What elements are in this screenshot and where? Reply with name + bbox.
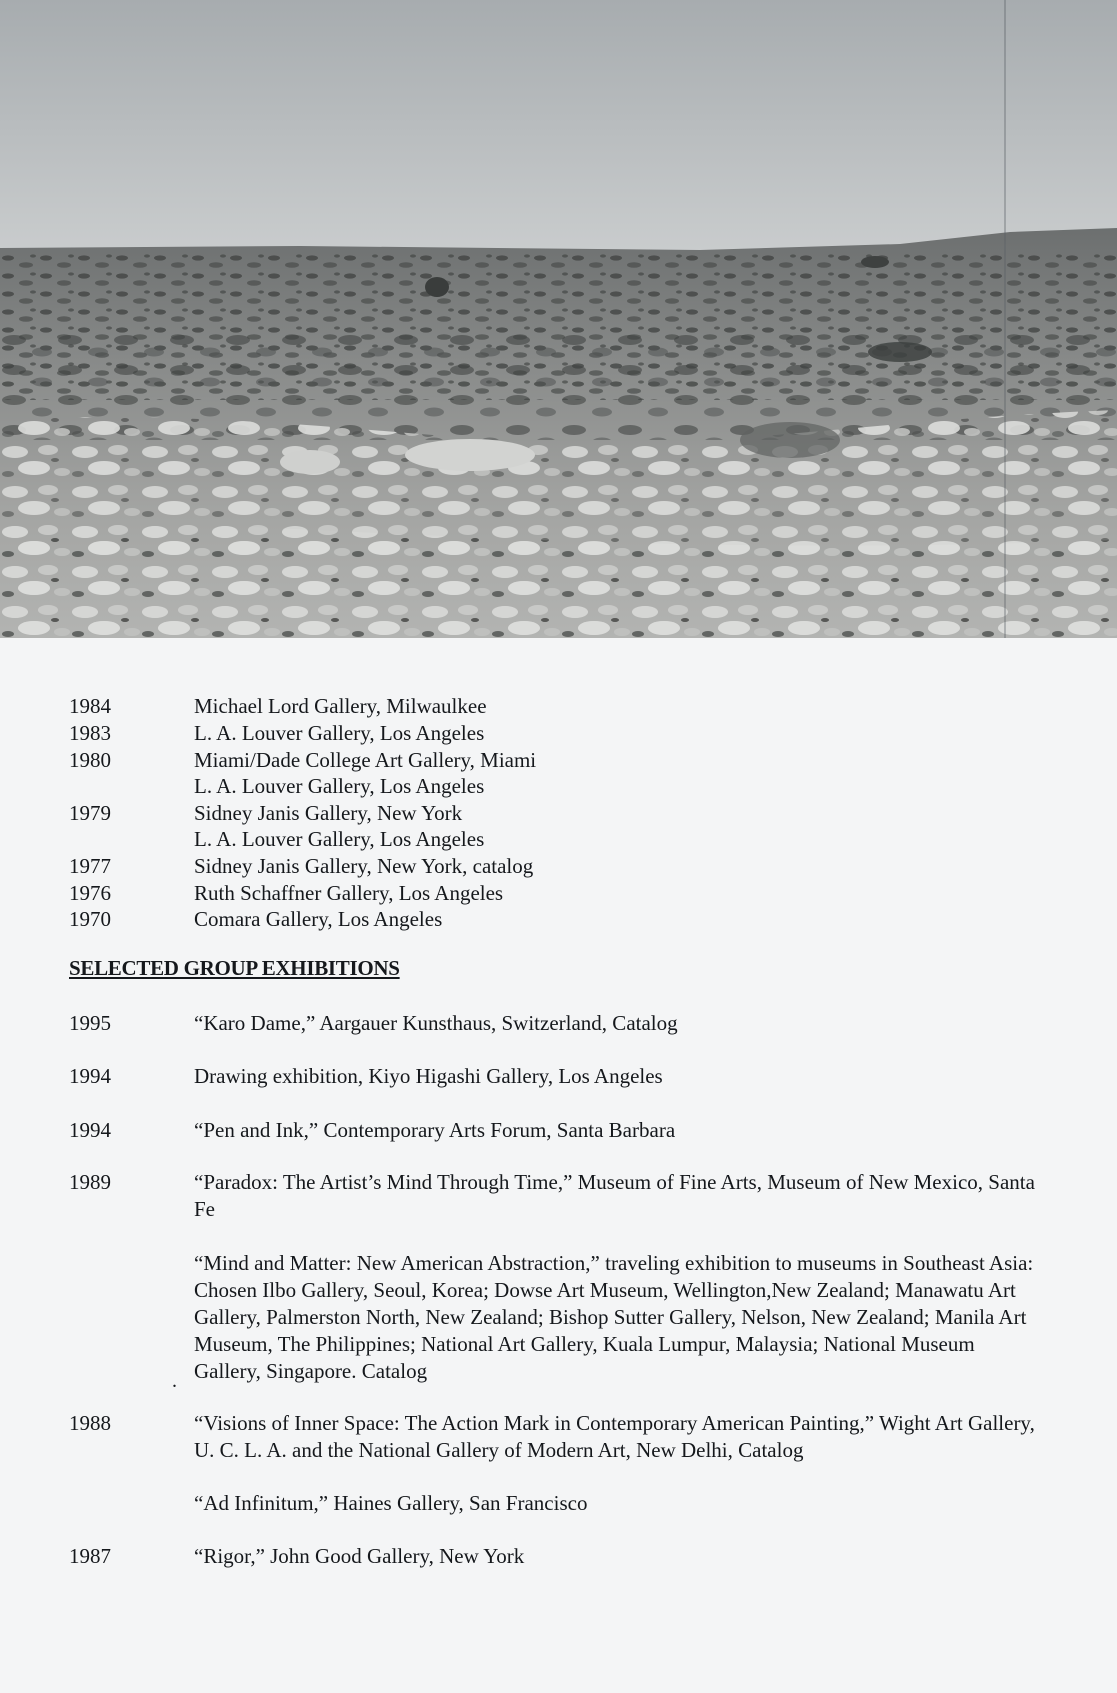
exhibition-year: 1989 bbox=[69, 1170, 111, 1194]
exhibition-year: 1976 bbox=[69, 881, 111, 905]
exhibition-entry: “Rigor,” John Good Gallery, New York bbox=[194, 1544, 525, 1568]
page-fold-line bbox=[1004, 0, 1006, 638]
exhibition-year: 1970 bbox=[69, 907, 111, 931]
exhibition-entry: L. A. Louver Gallery, Los Angeles bbox=[194, 721, 485, 745]
exhibition-year: 1987 bbox=[69, 1544, 111, 1568]
exhibition-year: 1983 bbox=[69, 721, 111, 745]
exhibition-year: 1994 bbox=[69, 1064, 111, 1088]
landscape-illustration bbox=[0, 0, 1117, 638]
group-exhibitions-heading: SELECTED GROUP EXHIBITIONS bbox=[69, 956, 400, 980]
exhibition-entry: “Mind and Matter: New American Abstraction,” traveling exhibition to museums in Southeast Asia: Chosen Ilbo Gallery, Seoul, Korea; Dowse Art Museum, Wellington,New Zealand; Manawatu Art Gallery, Palmerston North, New Zealand; Bishop Sutter Gallery, Nelson, New Zealand; Manila Art Museum, The Philippines; National Art Gallery, Kuala Lumpur, Malaysia; National Museum Gallery, Singapore. Catalog bbox=[194, 1251, 1034, 1383]
exhibition-year: 1984 bbox=[69, 694, 111, 718]
exhibition-entry: “Pen and Ink,” Contemporary Arts Forum, Santa Barbara bbox=[194, 1118, 676, 1142]
exhibition-entry: Sidney Janis Gallery, New York, catalog bbox=[194, 854, 534, 878]
exhibition-entry: “Ad Infinitum,” Haines Gallery, San Francisco bbox=[194, 1491, 588, 1515]
exhibition-entry: Miami/Dade College Art Gallery, Miami bbox=[194, 748, 537, 772]
stray-mark: . bbox=[172, 1370, 177, 1392]
exhibition-entry: L. A. Louver Gallery, Los Angeles bbox=[194, 774, 485, 798]
desert-landscape-photo bbox=[0, 0, 1117, 638]
exhibition-year: 1995 bbox=[69, 1011, 111, 1035]
exhibition-year: 1979 bbox=[69, 801, 111, 825]
exhibition-entry: Drawing exhibition, Kiyo Higashi Gallery, Los Angeles bbox=[194, 1064, 663, 1088]
exhibition-entry: “Visions of Inner Space: The Action Mark in Contemporary American Painting,” Wight Art Gallery, U. C. L. A. and the National Gallery of Modern Art, New Delhi, Catalog bbox=[194, 1411, 1035, 1462]
exhibition-year: 1988 bbox=[69, 1411, 111, 1435]
exhibition-year: 1977 bbox=[69, 854, 111, 878]
exhibition-year: 1994 bbox=[69, 1118, 111, 1142]
exhibition-entry: “Karo Dame,” Aargauer Kunsthaus, Switzerland, Catalog bbox=[194, 1011, 678, 1035]
exhibition-entry: Sidney Janis Gallery, New York bbox=[194, 801, 463, 825]
exhibition-year: 1980 bbox=[69, 748, 111, 772]
exhibition-entry: Ruth Schaffner Gallery, Los Angeles bbox=[194, 881, 504, 905]
exhibition-entry: Michael Lord Gallery, Milwaulkee bbox=[194, 694, 487, 718]
exhibition-entry: Comara Gallery, Los Angeles bbox=[194, 907, 443, 931]
exhibition-entry: L. A. Louver Gallery, Los Angeles bbox=[194, 827, 485, 851]
exhibition-entry: “Paradox: The Artist’s Mind Through Time,” Museum of Fine Arts, Museum of New Mexico, Santa Fe bbox=[194, 1170, 1035, 1221]
